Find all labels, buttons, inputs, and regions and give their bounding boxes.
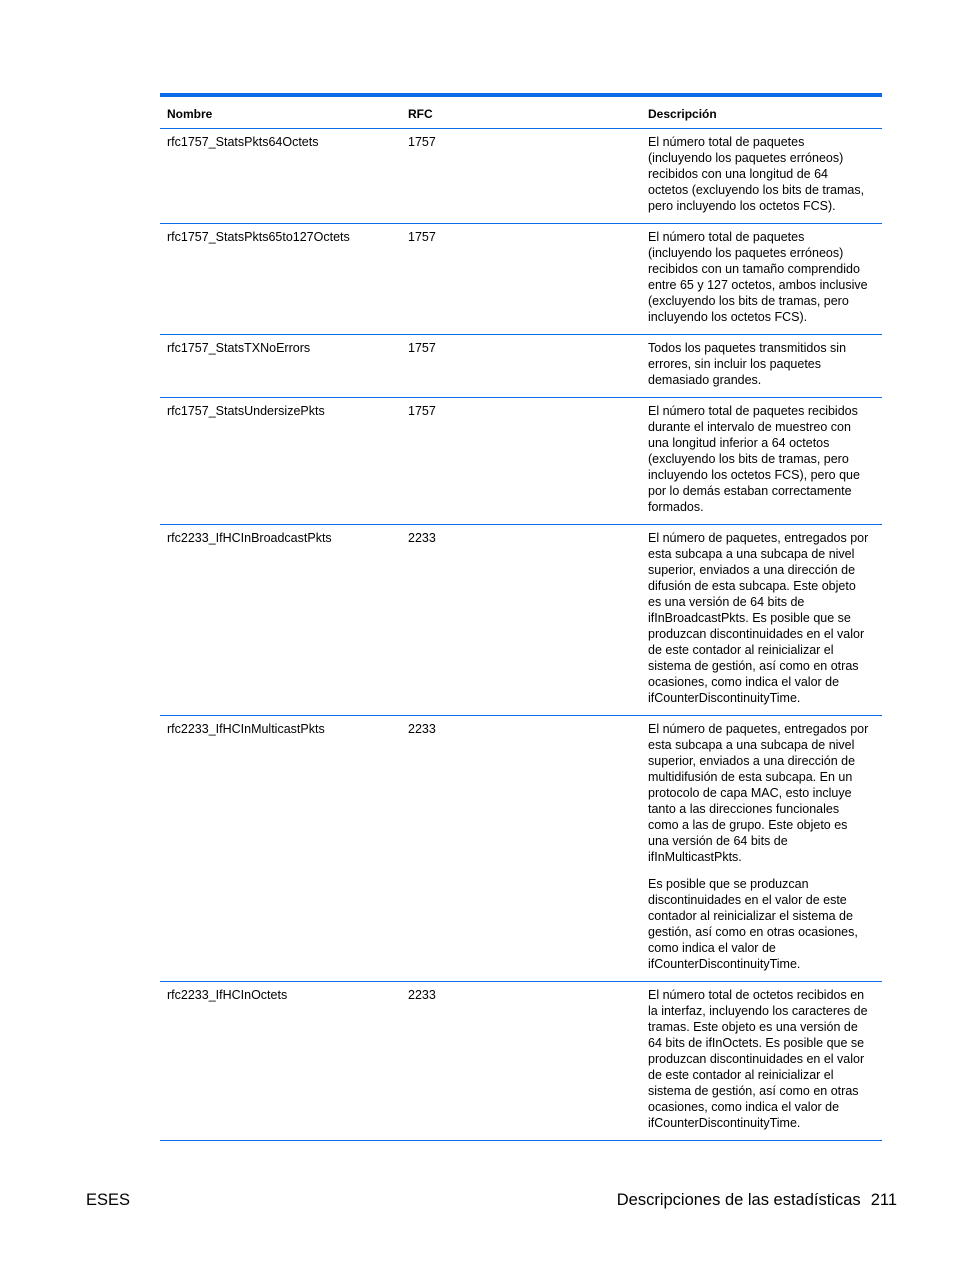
row-rfc: 1757: [408, 135, 436, 149]
table-row: [160, 129, 882, 224]
table-row: [160, 525, 882, 716]
description-paragraph: El número total de octetos recibidos en la interfaz, incluyendo los caracteres de tramas. Este objeto es una versión de 64 bits de ifInOctets. Es posible que se produzcan discontinuidades en el valor de este contador al reinicializar el sistema de gestión, así como en otras ocasiones, como indica el valor de ifCounterDiscontinuityTime.: [648, 988, 868, 1130]
description-paragraph: El número total de paquetes (incluyendo los paquetes erróneos) recibidos con un tamaño comprendido entre 65 y 127 octetos, ambos inclusive (excluyendo los bits de tramas, pero incluyendo los octetos FCS).: [648, 230, 868, 324]
row-rfc: 1757: [408, 341, 436, 355]
description-paragraph: El número total de paquetes recibidos durante el intervalo de muestreo con una longitud inferior a 64 octetos (excluyendo los bits de tramas, pero incluyendo los octetos FCS), pero que por lo demás estaban correctamente formados.: [648, 404, 860, 514]
description-paragraph: Es posible que se produzcan discontinuidades en el valor de este contador al reinicializar el sistema de gestión, así como en otras ocasiones, como indica el valor de ifCounterDiscontinuityTime.: [648, 877, 858, 971]
row-description: [641, 530, 882, 706]
row-name: rfc1757_StatsTXNoErrors: [167, 341, 311, 355]
footer-language-code: ESES: [86, 1191, 131, 1209]
row-description: [641, 403, 882, 515]
footer-page-info: [617, 1191, 897, 1210]
row-name: rfc2233_IfHCInOctets: [167, 988, 288, 1002]
row-rfc: 2233: [408, 531, 436, 545]
table-row: [160, 335, 882, 398]
row-rfc: 1757: [408, 404, 436, 418]
page-number: 211: [870, 1191, 897, 1209]
row-name: rfc1757_StatsPkts65to127Octets: [167, 230, 350, 244]
header-descripcion: Descripción: [648, 106, 717, 121]
row-name: rfc1757_StatsPkts64Octets: [167, 135, 319, 149]
table-row: [160, 224, 882, 335]
row-rfc: 1757: [408, 230, 436, 244]
description-paragraph: Todos los paquetes transmitidos sin errores, sin incluir los paquetes demasiado grandes.: [648, 341, 847, 387]
statistics-table: [160, 93, 882, 1141]
row-name: rfc2233_IfHCInBroadcastPkts: [167, 531, 332, 545]
footer-section-title: Descripciones de las estadísticas: [616, 1191, 861, 1209]
row-rfc: 2233: [408, 722, 436, 736]
table-row: [160, 982, 882, 1141]
header-rfc: RFC: [408, 106, 433, 121]
row-description: [641, 987, 882, 1131]
description-paragraph: El número total de paquetes (incluyendo los paquetes erróneos) recibidos con una longitud de 64 octetos (excluyendo los bits de tramas, pero incluyendo los octetos FCS).: [648, 135, 865, 213]
description-paragraph: El número de paquetes, entregados por esta subcapa a una subcapa de nivel superior, enviados a una dirección de difusión de esta subcapa. Este objeto es una versión de 64 bits de ifInBroadcastPkts. Es posible que se produzcan discontinuidades en el valor de este contador al reinicializar el sistema de gestión, así como en otras ocasiones, como indica el valor de ifCounterDiscontinuityTime.: [648, 531, 869, 705]
table-row: [160, 398, 882, 525]
table-row: [160, 716, 882, 982]
row-name: rfc1757_StatsUndersizePkts: [167, 404, 325, 418]
table-body: [160, 129, 882, 1141]
row-rfc: 2233: [408, 988, 436, 1002]
row-description: [641, 134, 882, 214]
row-description: [641, 229, 882, 325]
row-description: [641, 340, 882, 388]
table-header: [160, 97, 882, 129]
header-nombre: Nombre: [167, 106, 213, 121]
description-paragraph: El número de paquetes, entregados por esta subcapa a una subcapa de nivel superior, enviados a una dirección de multidifusión de esta subcapa. En un protocolo de capa MAC, esto incluye tanto a las direcciones funcionales como a las de grupo. Este objeto es una versión de 64 bits de ifInMulticastPkts.: [648, 722, 869, 864]
row-description: [641, 721, 882, 972]
row-name: rfc2233_IfHCInMulticastPkts: [167, 722, 325, 736]
